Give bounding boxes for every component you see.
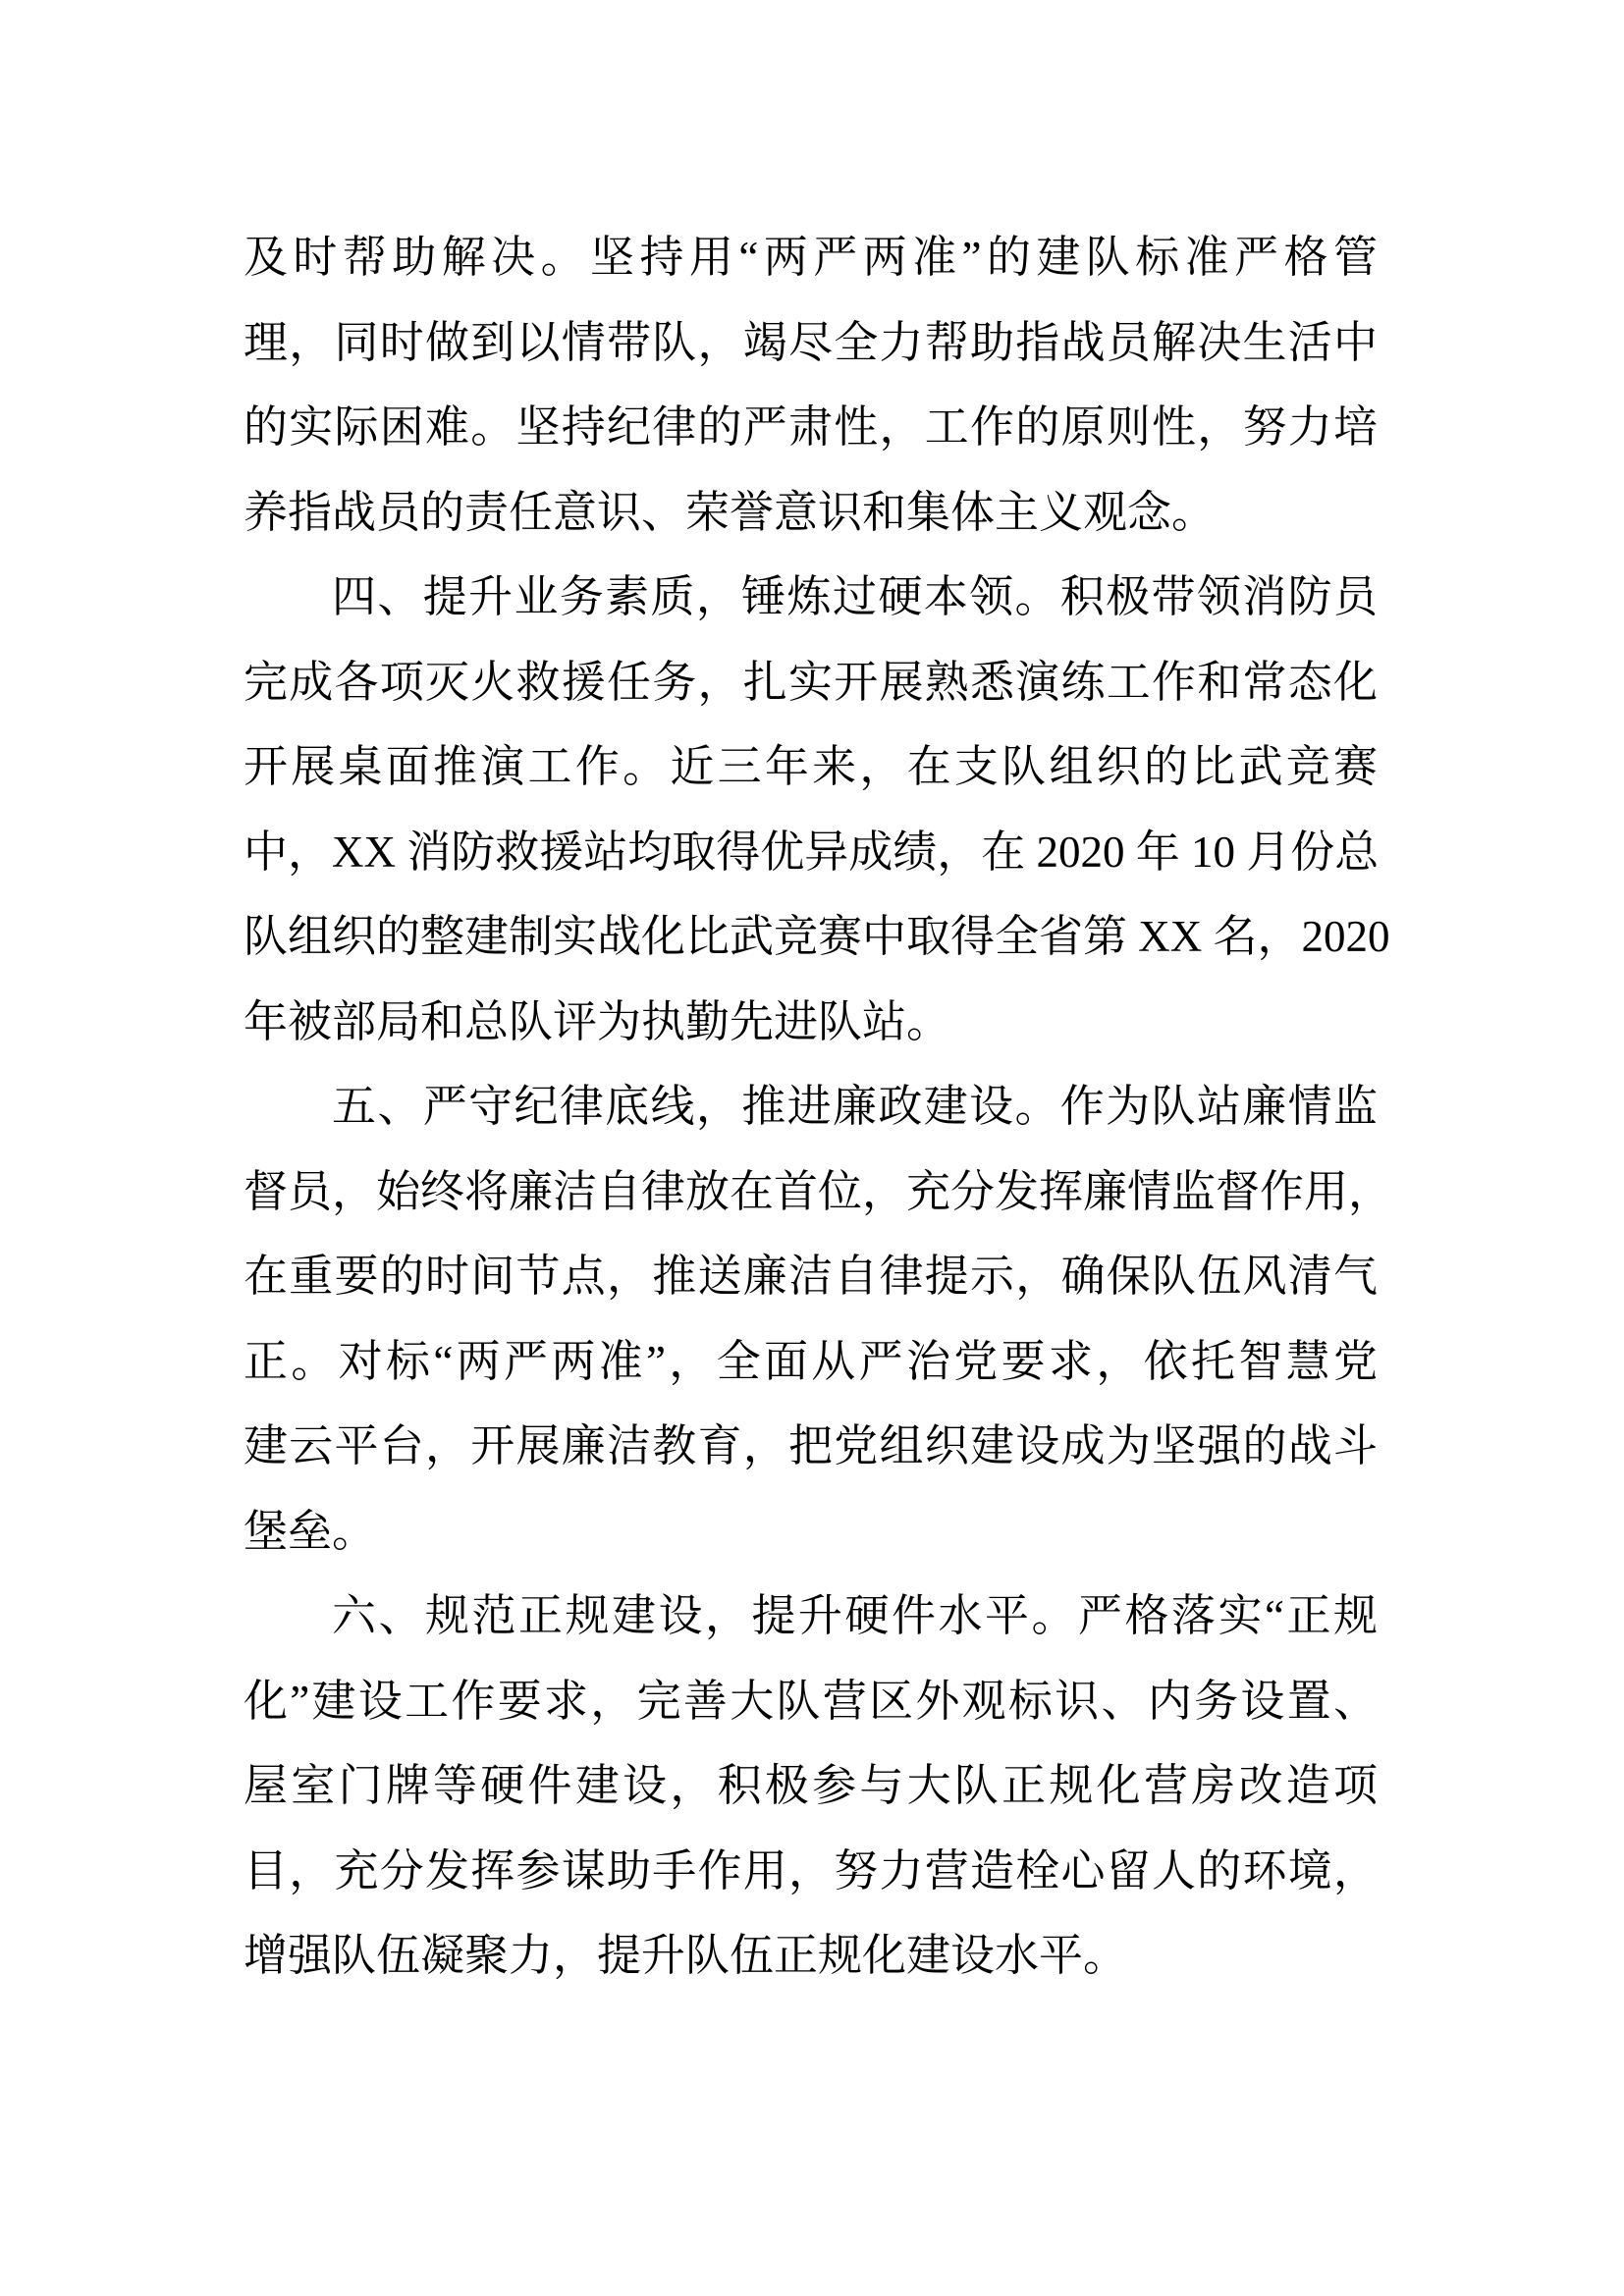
text-line: 化”建设工作要求，完善大队营区外观标识、内务设置、: [244, 1676, 1378, 1726]
text-line: 开展桌面推演工作。近三年来，在支队组织的比武竞赛: [244, 742, 1378, 791]
text-line-section-5-heading: 五、严守纪律底线，推进廉政建设。作为队站廉情监: [332, 1082, 1378, 1131]
text-line: 及时帮助解决。坚持用“两严两准”的建队标准严格管: [244, 233, 1378, 282]
text-line: 的实际困难。坚持纪律的严肃性，工作的原则性，努力培: [244, 402, 1378, 452]
text-line: 督员，始终将廉洁自律放在首位，充分发挥廉情监督作用，: [244, 1166, 1393, 1216]
text-line: 屋室门牌等硬件建设，积极参与大队正规化营房改造项: [244, 1761, 1378, 1810]
text-line: 年被部局和总队评为执勤先进队站。: [244, 996, 951, 1046]
text-line: 堡垒。: [244, 1506, 377, 1556]
text-line: 正。对标“两严两准”，全面从严治党要求，依托智慧党: [244, 1336, 1378, 1386]
text-line: 队组织的整建制实战化比武竞赛中取得全省第 XX 名，2020: [244, 912, 1390, 961]
text-line: 建云平台，开展廉洁教育，把党组织建设成为坚强的战斗: [244, 1421, 1378, 1470]
text-line: 增强队伍凝聚力，提升队伍正规化建设水平。: [244, 1931, 1128, 1980]
text-line: 中，XX 消防救援站均取得优异成绩，在 2020 年 10 月份总: [244, 827, 1380, 877]
document-body: [244, 215, 1393, 1999]
text-line: 在重要的时间节点，推送廉洁自律提示，确保队伍风清气: [244, 1252, 1378, 1301]
text-line: 理，同时做到以情带队，竭尽全力帮助指战员解决生活中: [244, 317, 1378, 367]
text-line: 目，充分发挥参谋助手作用，努力营造栓心留人的环境，: [244, 1845, 1378, 1896]
text-line-section-6-heading: 六、规范正规建设，提升硬件水平。严格落实“正规: [332, 1591, 1378, 1640]
text-line-section-4-heading: 四、提升业务素质，锤炼过硬本领。积极带领消防员: [332, 572, 1378, 621]
text-line: 养指战员的责任意识、荣誉意识和集体主义观念。: [244, 487, 1217, 537]
text-line: 完成各项灭火救援任务，扎实开展熟悉演练工作和常态化: [244, 657, 1378, 707]
